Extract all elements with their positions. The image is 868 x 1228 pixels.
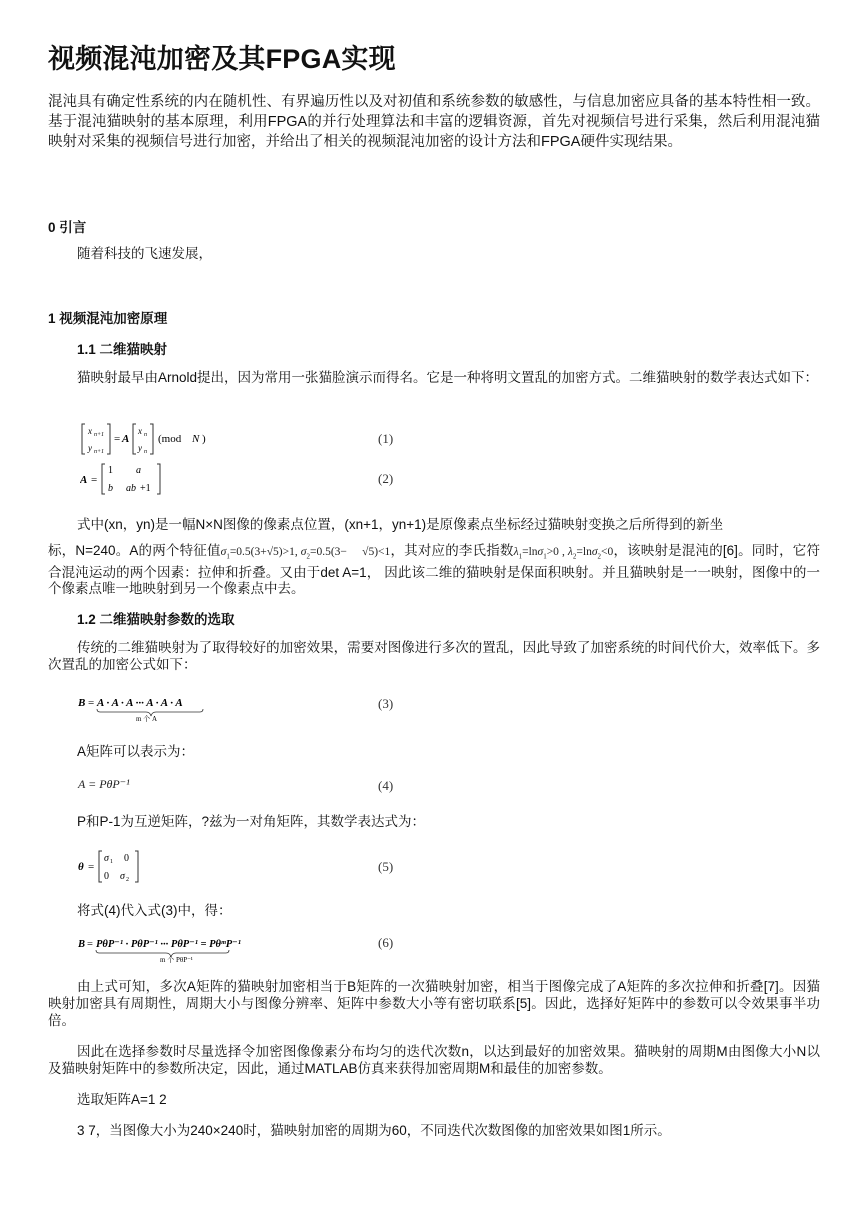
paragraph-eigenvalues <box>48 543 820 598</box>
subsection-1-2-heading: 1.2 二维猫映射参数的选取 <box>77 612 235 627</box>
abstract: 混沌具有确定性系统的内在随机性、有界遍历性以及对初值和系统参数的敏感性，与信息加密应具备的基本特性相一致。基于混沌猫映射的基本原理，利用FPGA的并行处理算法和丰富的逻辑资源，首先对视频信号进行采集，然后利用混沌猫映射对采集的视频信号进行加密，并给出了相关的视频混沌加密的设计方法和FPGA硬件实现结果。 <box>48 94 820 150</box>
equation-3-underbrace-label: m 个 A <box>136 715 157 723</box>
equation-1-number: (1) <box>378 431 394 446</box>
svg-text:n: n <box>144 432 147 438</box>
svg-text:0: 0 <box>124 853 129 864</box>
equation-1 <box>80 421 220 457</box>
equation-5-number: (5) <box>378 859 394 874</box>
equation-2-number: (2) <box>378 471 394 486</box>
lyapunov-formula: $\lambda_1=\ln\sigma_1>0$ , $\lambda_2=\ln\sigma_2<0$ <box>513 546 614 561</box>
svg-text:y: y <box>88 443 92 453</box>
paragraph-description-line1: 式中(xn，yn)是一幅N×N图像的像素点位置，(xn+1，yn+1)是原像素点坐标经过猫映射变换之后所得到的新坐 <box>77 517 724 532</box>
svg-text:): ) <box>202 433 206 445</box>
equation-5 <box>78 847 158 885</box>
svg-text:A: A <box>122 433 130 445</box>
svg-text:n: n <box>144 449 147 455</box>
svg-text:n+1: n+1 <box>94 449 105 455</box>
svg-text:A: A <box>80 474 88 486</box>
paragraph-parameter-selection: 因此在选择参数时尽量选择令加密图像像素分布均匀的迭代次数n，以达到最好的加密效果。猫映射的周期M由图像大小N以及猫映射矩阵中的参数所决定，因此，通过MATLAB仿真来获得加密周期M和最佳的加密参数。 <box>48 1044 820 1076</box>
section-0-heading: 0 引言 <box>48 220 87 235</box>
equation-4-number: (4) <box>378 778 394 793</box>
svg-text:1: 1 <box>110 859 113 865</box>
svg-text:N: N <box>192 433 200 445</box>
svg-text:x: x <box>88 426 92 436</box>
paragraph-a-matrix: A矩阵可以表示为： <box>77 744 195 759</box>
svg-text:B: B <box>78 939 86 950</box>
svg-text:=: = <box>88 861 95 873</box>
svg-text:y: y <box>138 443 142 453</box>
equation-4: A = PθP⁻¹ <box>78 777 130 791</box>
svg-text:θ: θ <box>78 861 84 873</box>
section-0-text: 随着科技的飞速发展， <box>77 246 212 261</box>
eigen-text-c: ，该映射是混沌的[6]。同时，它符合混沌运动的两个因素：拉伸和折叠。又由于det A=1， 因此该二维的猫映射是保面积映射。并且猫映射是一一映射，图像中的一个像素点唯一地映射到另一个像素点中去。 <box>48 543 820 597</box>
svg-text:σ: σ <box>104 853 109 864</box>
equation-2 <box>80 461 180 497</box>
svg-text:(mod: (mod <box>158 433 182 445</box>
equation-6-number: (6) <box>378 935 394 950</box>
paper-title: 视频混沌加密及其FPGA实现 <box>48 44 396 74</box>
eigen-text-a: 标，N=240。A的两个特征值 <box>48 543 221 558</box>
equation-3 <box>78 692 218 724</box>
equation-6-underbrace-label: m 个 PθP⁻¹ <box>160 956 193 964</box>
svg-text:0: 0 <box>104 871 109 882</box>
svg-text:+1: +1 <box>140 483 151 494</box>
paragraph-matrix-row2: 3 7，当图像大小为240×240时，猫映射加密的周期为60，不同迭代次数图像的加密效果如图1所示。 <box>77 1123 671 1138</box>
svg-text:b: b <box>108 483 113 494</box>
equation-3-number: (3) <box>378 696 394 711</box>
paragraph-equivalence: 由上式可知，多次A矩阵的猫映射加密相当于B矩阵的一次猫映射加密，相当于图像完成了A矩阵的多次拉伸和折叠[7]。因猫映射加密具有周期性，周期大小与图像分辨率、矩阵中参数大小等有密切联系[5]。因此，选择好矩阵中的参数可以令效果事半功倍。 <box>48 979 820 1028</box>
equation-6 <box>78 933 278 965</box>
svg-text:=: = <box>87 939 93 950</box>
eigen-text-b: ，其对应的李氏指数 <box>390 543 514 558</box>
paragraph-matrix-row1: 选取矩阵A=1 2 <box>77 1092 167 1107</box>
svg-text:A · A · A ··· A · A · A: A · A · A ··· A · A · A <box>97 697 183 709</box>
svg-text:ab: ab <box>126 483 136 494</box>
paragraph-multiple-scrambling: 传统的二维猫映射为了取得较好的加密效果，需要对图像进行多次的置乱，因此导致了加密系统的时间代价大，效率低下。多次置乱的加密公式如下： <box>48 640 820 672</box>
svg-text:a: a <box>136 465 141 476</box>
section-1-heading: 1 视频混沌加密原理 <box>48 311 168 326</box>
svg-text:=: = <box>91 474 98 486</box>
svg-text:PθP⁻¹ · PθP⁻¹ ··· PθP⁻¹ = PθᵐP: PθP⁻¹ · PθP⁻¹ ··· PθP⁻¹ = PθᵐP⁻¹ <box>96 939 241 950</box>
subsection-1-1-heading: 1.1 二维猫映射 <box>77 342 168 357</box>
paragraph-substitute: 将式(4)代入式(3)中，得： <box>77 903 232 918</box>
svg-text:n+1: n+1 <box>94 432 105 438</box>
svg-text:2: 2 <box>126 877 129 883</box>
paragraph-inverse-matrices: P和P-1为互逆矩阵，?兹为一对角矩阵，其数学表达式为： <box>77 814 426 829</box>
svg-text:σ: σ <box>120 871 125 882</box>
paragraph-cat-map-intro: 猫映射最早由Arnold提出，因为常用一张猫脸演示而得名。它是一种将明文置乱的加密方式。二维猫映射的数学表达式如下： <box>77 370 819 385</box>
svg-text:x: x <box>138 426 142 436</box>
svg-text:=: = <box>88 697 95 709</box>
eigenvalue-formula: $\sigma_1=0.5(3+√5)>1$, $\sigma_2=0.5(3-$ √5)<1 <box>220 546 391 561</box>
svg-text:B: B <box>78 697 86 709</box>
svg-text:=: = <box>114 433 121 445</box>
svg-text:1: 1 <box>108 465 113 476</box>
